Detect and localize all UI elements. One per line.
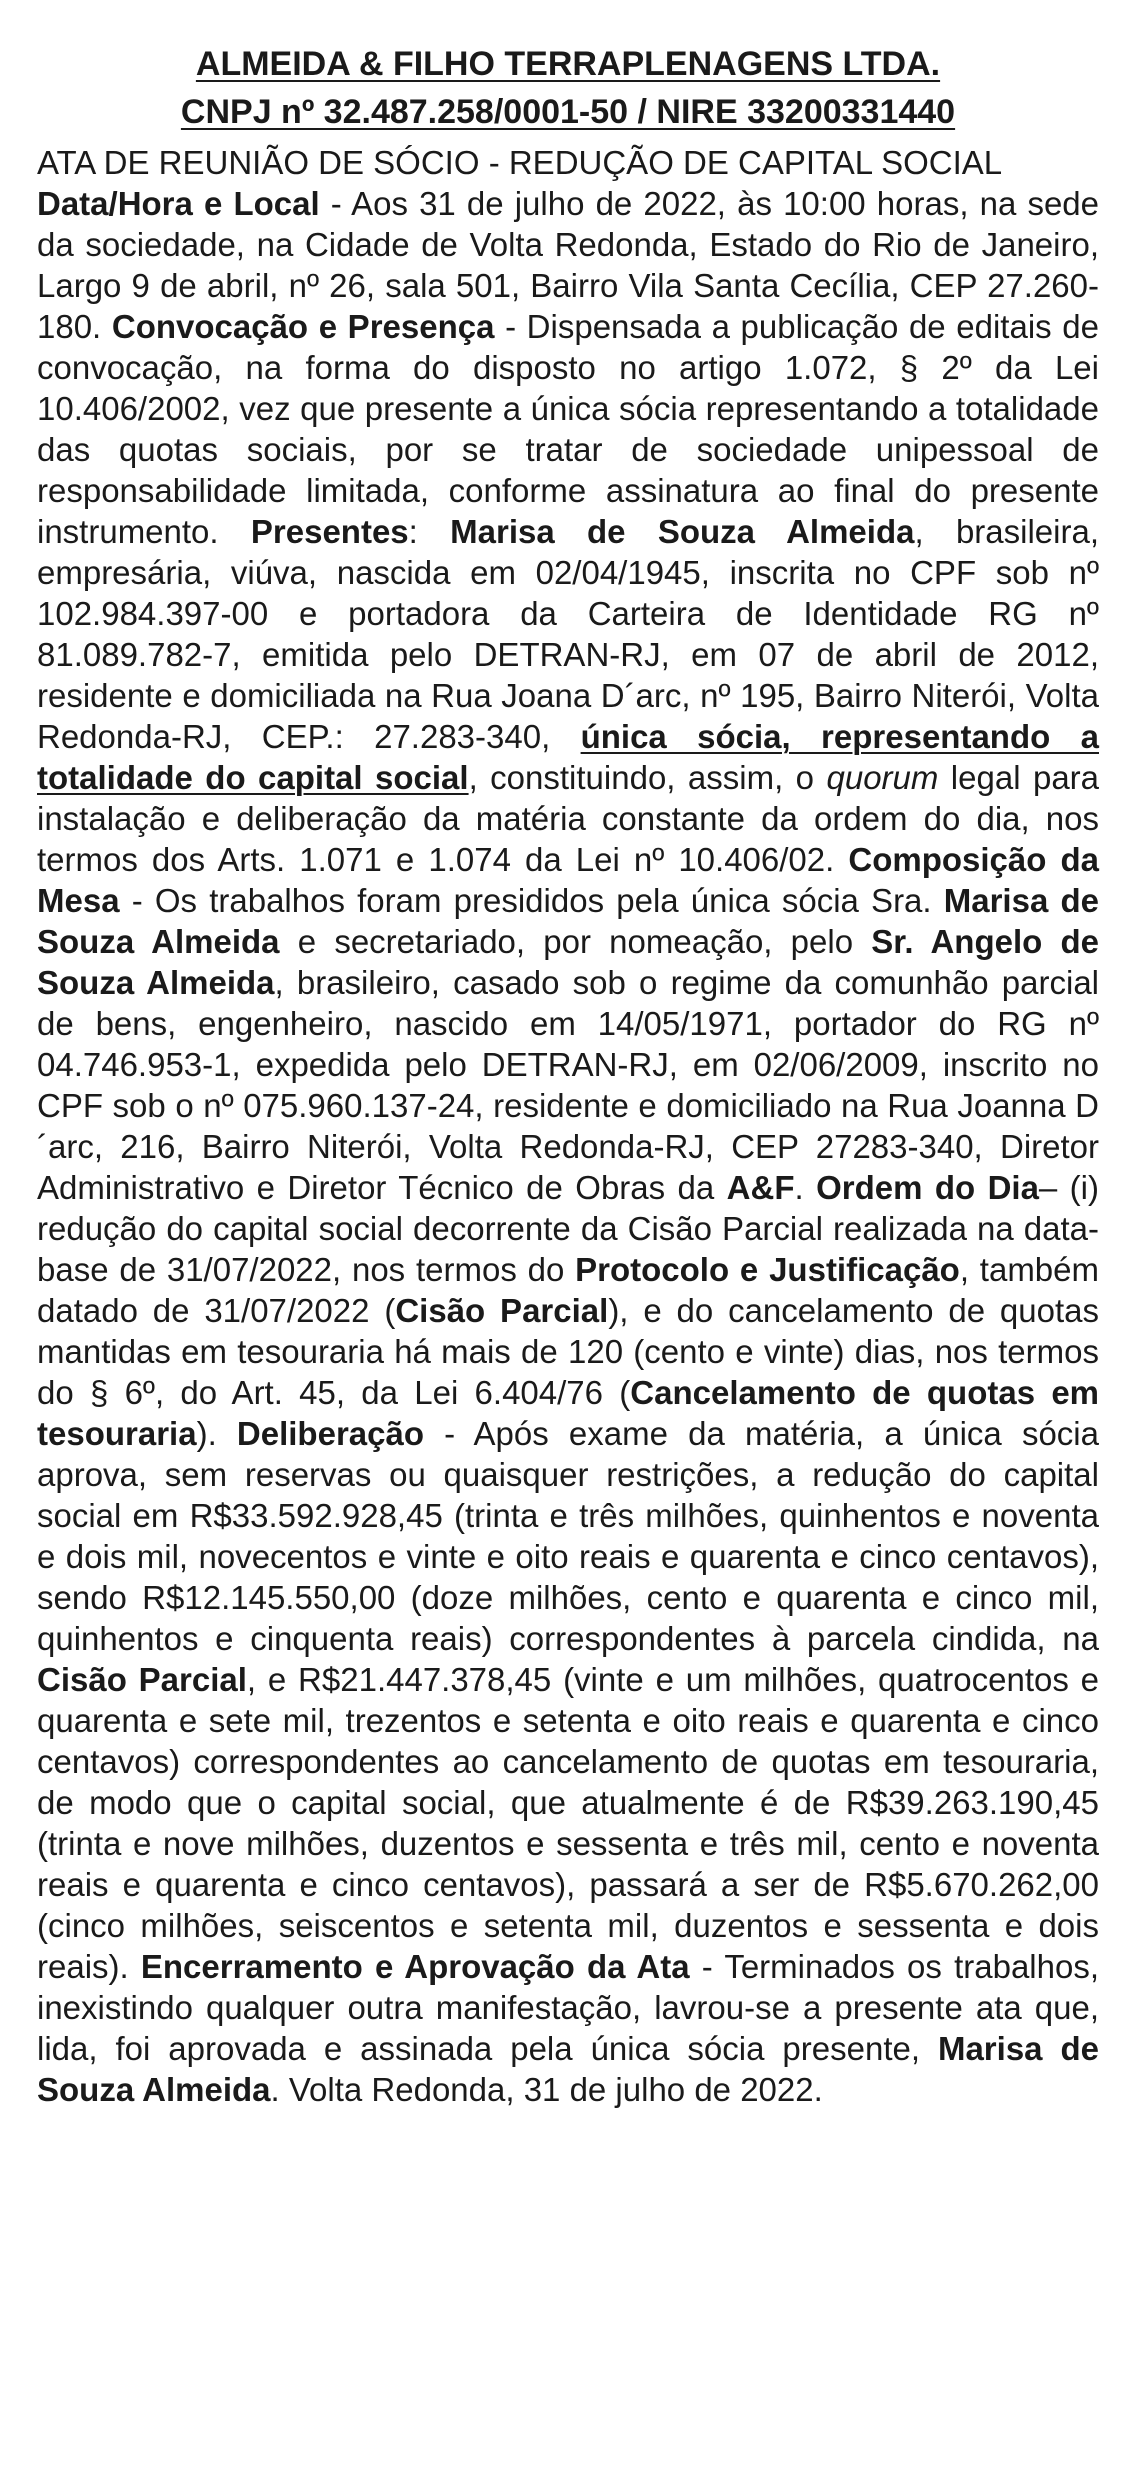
- text-segment: , e R$21.447.378,45 (vinte e um milhões, quatrocentos e quarenta e sete mil, trezentos e setenta e oito reais e quarenta e cinco centavos) correspondentes ao cancelamento de quotas em tesouraria, de modo que o capital social, que atualmente é de R$39.263.190,45 (trinta e nove milhões, duzentos e sessenta e três mil, cento e noventa reais e quarenta e cinco centavos), passará a ser de R$5.670.262,00 (cinco milhões, seiscentos e setenta mil, duzentos e sessenta e dois reais).: [37, 1661, 1100, 1985]
- bold-text-segment: Sr. Angelo de Souza Almeida: [37, 923, 1100, 1001]
- text-segment: , também datado de 31/07/2022 (: [37, 1251, 1099, 1329]
- text-segment: - Aos 31 de julho de 2022, às 10:00 horas, na sede da sociedade, na Cidade de Volta Redonda, Estado do Rio de Janeiro, Largo 9 de abril, nº 26, sala 501, Bairro Vila Santa Cecília, CEP 27.260-180.: [37, 185, 1099, 345]
- meeting-minutes-body: [37, 142, 1099, 2110]
- text-segment: , constituindo, assim, o: [468, 759, 827, 796]
- text-segment: - Os trabalhos foram presididos pela única sócia Sra.: [119, 882, 944, 919]
- registration-heading: CNPJ nº 32.487.258/0001-50 / NIRE 33200331440: [180, 93, 956, 131]
- bold-text-segment: Convocação e Presença: [111, 308, 495, 345]
- company-name-heading: ALMEIDA & FILHO TERRAPLENAGENS LTDA.: [195, 45, 941, 83]
- text-segment: ).: [196, 1415, 237, 1452]
- bold-text-segment: Marisa de Souza Almeida: [37, 882, 1099, 960]
- text-segment: . Volta Redonda, 31 de julho de 2022.: [270, 2071, 823, 2108]
- italic-text-segment: quorum: [826, 759, 939, 796]
- bold-text-segment: Data/Hora e Local: [37, 185, 320, 222]
- bold-text-segment: Marisa de Souza Almeida: [37, 2030, 1099, 2108]
- text-segment: :: [408, 513, 451, 550]
- bold-text-segment: Deliberação: [236, 1415, 424, 1452]
- text-segment: ), e do cancelamento de quotas mantidas em tesouraria há mais de 120 (cento e vinte) dias, nos termos do § 6º, do Art. 45, da Lei 6.404/76 (: [37, 1292, 1100, 1411]
- bold-text-segment: Encerramento e Aprovação da Ata: [140, 1948, 690, 1985]
- text-segment: ATA DE REUNIÃO DE SÓCIO - REDUÇÃO DE CAPITAL SOCIAL: [37, 144, 1003, 181]
- bold-text-segment: Presentes: [250, 513, 409, 550]
- bold-text-segment: Composição da Mesa: [37, 841, 1099, 919]
- text-segment: e secretariado, por nomeação, pelo: [279, 923, 872, 960]
- text-segment: - Terminados os trabalhos, inexistindo qualquer outra manifestação, lavrou-se a presente ata que, lida, foi aprovada e assinada pela única sócia presente,: [37, 1948, 1100, 2067]
- bold-text-segment: Cisão Parcial: [395, 1292, 609, 1329]
- text-segment: .: [794, 1169, 817, 1206]
- bold-text-segment: Protocolo e Justificação: [575, 1251, 960, 1288]
- text-segment: - Dispensada a publicação de editais de convocação, na forma do disposto no artigo 1.072, § 2º da Lei 10.406/2002, vez que presente a única sócia representando a totalidade das quotas sociais, por se tratar de sociedade unipessoal de responsabilidade limitada, conforme assinatura ao final do presente instrumento.: [37, 308, 1099, 550]
- text-segment: , brasileira, empresária, viúva, nascida em 02/04/1945, inscrita no CPF sob nº 102.984.397-00 e portadora da Carteira de Identidade RG nº 81.089.782-7, emitida pelo DETRAN-RJ, em 07 de abril de 2012, residente e domiciliada na Rua Joana D´arc, nº 195, Bairro Niterói, Volta Redonda-RJ, CEP.: 27.283-340,: [37, 513, 1099, 755]
- bold-text-segment: Cisão Parcial: [37, 1661, 247, 1698]
- bold-text-segment: Cancelamento de quotas em tesouraria: [37, 1374, 1100, 1452]
- text-segment: – (i) redução do capital social decorrente da Cisão Parcial realizada na data-base de 31/07/2022, nos termos do: [37, 1169, 1099, 1288]
- text-segment: , brasileiro, casado sob o regime da comunhão parcial de bens, engenheiro, nascido em 14/05/1971, portador do RG nº 04.746.953-1, expedida pelo DETRAN-RJ, em 02/06/2009, inscrito no CPF sob o nº 075.960.137-24, residente e domiciliado na Rua Joanna D´arc, 216, Bairro Niterói, Volta Redonda-RJ, CEP 27283-340, Diretor Administrativo e Diretor Técnico de Obras da: [37, 964, 1100, 1206]
- bold-text-segment: única sócia, representando a totalidade do capital social: [37, 718, 1099, 796]
- bold-text-segment: Marisa de Souza Almeida: [450, 513, 915, 550]
- text-segment: - Após exame da matéria, a única sócia aprova, sem reservas ou quaisquer restrições, a redução do capital social em R$33.592.928,45 (trinta e três milhões, quinhentos e noventa e dois mil, novecentos e vinte e oito reais e quarenta e cinco centavos), sendo R$12.145.550,00 (doze milhões, cento e quarenta e cinco mil, quinhentos e cinquenta reais) correspondentes à parcela cindida, na: [37, 1415, 1099, 1657]
- bold-text-segment: Ordem do Dia: [816, 1169, 1039, 1206]
- bold-text-segment: A&F: [726, 1169, 795, 1206]
- text-segment: legal para instalação e deliberação da matéria constante da ordem do dia, nos termos dos Arts. 1.071 e 1.074 da Lei nº 10.406/02.: [37, 759, 1100, 878]
